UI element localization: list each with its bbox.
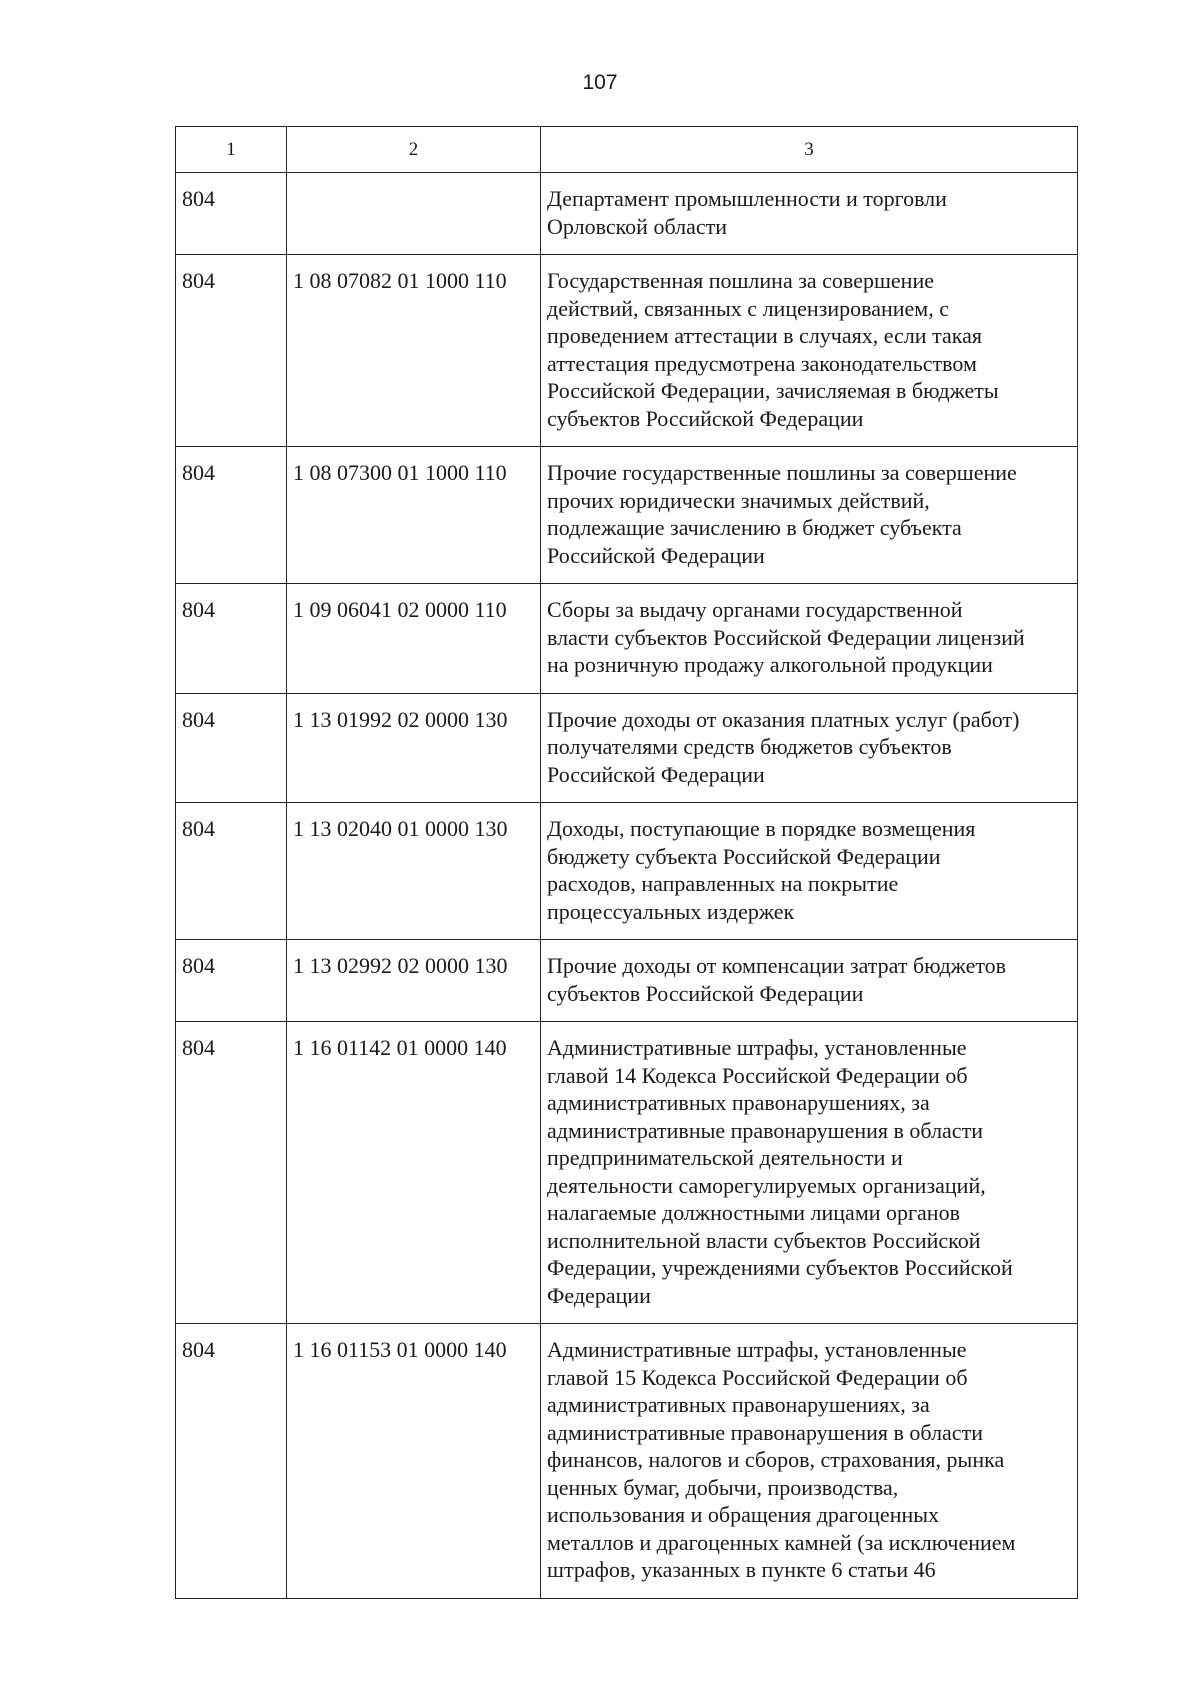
admin-code-cell: 804 <box>182 460 215 485</box>
admin-code-cell: 804 <box>182 953 215 978</box>
revenue-codes-table <box>175 126 1078 1599</box>
description-cell: Государственная пошлина за совершение действий, связанных с лицензированием, с проведением аттестации в случаях, если такая аттестация предусмотрена законодательством Российской Федерации, зачисляемая в бюджеты субъектов Российской Федерации <box>547 268 999 431</box>
revenue-code-cell: 1 13 01992 02 0000 130 <box>293 706 508 732</box>
admin-code-cell: 804 <box>182 268 215 293</box>
table-row <box>176 255 1078 447</box>
revenue-code-cell: 1 08 07082 01 1000 110 <box>293 268 507 293</box>
description-cell: Прочие доходы от оказания платных услуг (работ) получателями средств бюджетов субъектов Российской Федерации <box>547 706 1020 787</box>
table-row <box>176 584 1078 694</box>
description-cell: Доходы, поступающие в порядке возмещения бюджету субъекта Российской Федерации расходов, направленных на покрытие процессуальных издержек <box>547 816 976 924</box>
admin-code-cell: 804 <box>182 597 215 622</box>
table-row <box>176 1022 1078 1324</box>
table-row <box>176 1324 1078 1599</box>
revenue-code-cell: 1 08 07300 01 1000 110 <box>293 460 507 485</box>
header-col-3: 3 <box>541 127 1078 173</box>
description-cell: Департамент промышленности и торговли Орловской области <box>547 186 947 239</box>
header-col-2: 2 <box>287 127 541 173</box>
page-number: 107 <box>582 71 618 94</box>
table-row <box>176 173 1078 255</box>
admin-code-cell: 804 <box>182 706 215 732</box>
description-cell: Административные штрафы, установленные главой 15 Кодекса Российской Федерации об административных правонарушениях, за административные правонарушения в области финансов, налогов и сборов, страхования, рынка ценных бумаг, добычи, производства, использования и обращения драгоценных металлов и драгоценных камней (за исключением штрафов, указанных в пункте 6 статьи 46 <box>547 1337 1016 1582</box>
table-row <box>176 940 1078 1022</box>
table-row <box>176 803 1078 940</box>
description-cell: Административные штрафы, установленные главой 14 Кодекса Российской Федерации об административных правонарушениях, за административные правонарушения в области предпринимательской деятельности и деятельности саморегулируемых организаций, налагаемые должностными лицами органов исполнительной власти субъектов Российской Федерации, учреждениями субъектов Российской Федерации <box>547 1035 1013 1308</box>
description-cell: Прочие государственные пошлины за совершение прочих юридически значимых действий, подлежащие зачислению в бюджет субъекта Российской Федерации <box>547 460 1017 568</box>
table-row <box>176 693 1078 803</box>
revenue-code-cell: 1 16 01153 01 0000 140 <box>293 1337 507 1362</box>
revenue-code-cell: 1 16 01142 01 0000 140 <box>293 1035 507 1060</box>
revenue-code-cell: 1 13 02992 02 0000 130 <box>293 953 508 978</box>
table-row <box>176 447 1078 584</box>
admin-code-cell: 804 <box>182 1337 215 1362</box>
revenue-code-cell <box>287 173 540 199</box>
admin-code-cell: 804 <box>182 186 215 211</box>
description-cell: Сборы за выдачу органами государственной власти субъектов Российской Федерации лицензий на розничную продажу алкогольной продукции <box>547 597 1025 677</box>
table-header-row <box>176 127 1078 173</box>
description-cell: Прочие доходы от компенсации затрат бюджетов субъектов Российской Федерации <box>547 953 1007 1006</box>
revenue-code-cell: 1 13 02040 01 0000 130 <box>293 816 508 841</box>
admin-code-cell: 804 <box>182 816 215 841</box>
revenue-code-cell: 1 09 06041 02 0000 110 <box>293 597 507 622</box>
header-col-1: 1 <box>176 127 287 173</box>
admin-code-cell: 804 <box>182 1035 215 1060</box>
